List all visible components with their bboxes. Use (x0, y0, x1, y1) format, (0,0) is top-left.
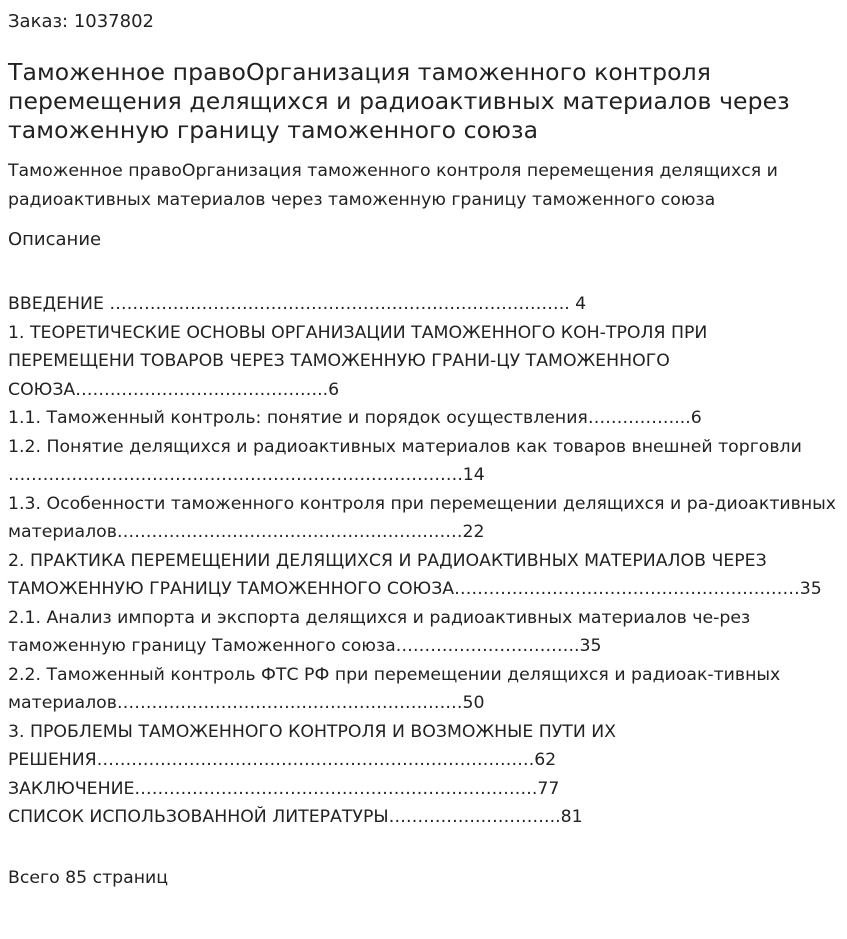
table-of-contents (8, 290, 839, 832)
total-pages: Всего 85 страниц (8, 867, 169, 888)
toc-item-introduction: ВВЕДЕНИЕ …………………………………………………………………….. 4 (8, 294, 587, 314)
description-heading: Описание (8, 229, 102, 250)
toc-item-section-2-1: 2.1. Анализ импорта и экспорта делящихся и радиоактивных материалов че-рез таможенную границу Таможенного союза…………………………..35 (8, 607, 751, 656)
toc-item-conclusion: ЗАКЛЮЧЕНИЕ…………………………………………………………….77 (8, 778, 560, 799)
toc-item-chapter-2: 2. ПРАКТИКА ПЕРЕМЕЩЕНИИ ДЕЛЯЩИХСЯ И РАДИОАКТИВНЫХ МАТЕРИАЛОВ ЧЕРЕЗ ТАМОЖЕННУЮ ГРАНИЦУ ТАМОЖЕННОГО СОЮЗА……………………………………………………35 (8, 550, 822, 599)
page-subtitle: Таможенное правоОрганизация таможенного контроля перемещения делящихся и радиоактивных материалов через таможенную границу таможенного союза (8, 161, 778, 210)
order-number: Заказ: 1037802 (8, 11, 154, 32)
toc-item-bibliography: СПИСОК ИСПОЛЬЗОВАННОЙ ЛИТЕРАТУРЫ…………….…………..81 (8, 807, 583, 827)
toc-item-section-2-2: 2.2. Таможенный контроль ФТС РФ при перемещении делящихся и радиоак-тивных материалов……………………………………………………50 (8, 664, 781, 713)
toc-item-section-1-3: 1.3. Особенности таможенного контроля при перемещении делящихся и ра-диоактивных материалов……………………………………………………22 (8, 493, 836, 542)
toc-item-section-1-2: 1.2. Понятие делящихся и радиоактивных материалов как товаров внешней торговли …………………………………………………………………….14 (8, 436, 802, 485)
toc-item-chapter-3: 3. ПРОБЛЕМЫ ТАМОЖЕННОГО КОНТРОЛЯ И ВОЗМОЖНЫЕ ПУТИ ИХ РЕШЕНИЯ………………………………………………………………….62 (8, 721, 617, 770)
page-title: Таможенное правоОрганизация таможенного контроля перемещения делящихся и радиоактивных материалов через таможенную границу таможенного союза (8, 58, 790, 144)
toc-item-section-1-1: 1.1. Таможенный контроль: понятие и порядок осуществления……………...6 (8, 408, 702, 428)
toc-item-chapter-1: 1. ТЕОРЕТИЧЕСКИЕ ОСНОВЫ ОРГАНИЗАЦИИ ТАМОЖЕННОГО КОН-ТРОЛЯ ПРИ ПЕРЕМЕЩЕНИ ТОВАРОВ ЧЕРЕЗ ТАМОЖЕННУЮ ГРАНИ-ЦУ ТАМОЖЕННОГО СОЮЗА……………………………………..6 (8, 322, 708, 400)
